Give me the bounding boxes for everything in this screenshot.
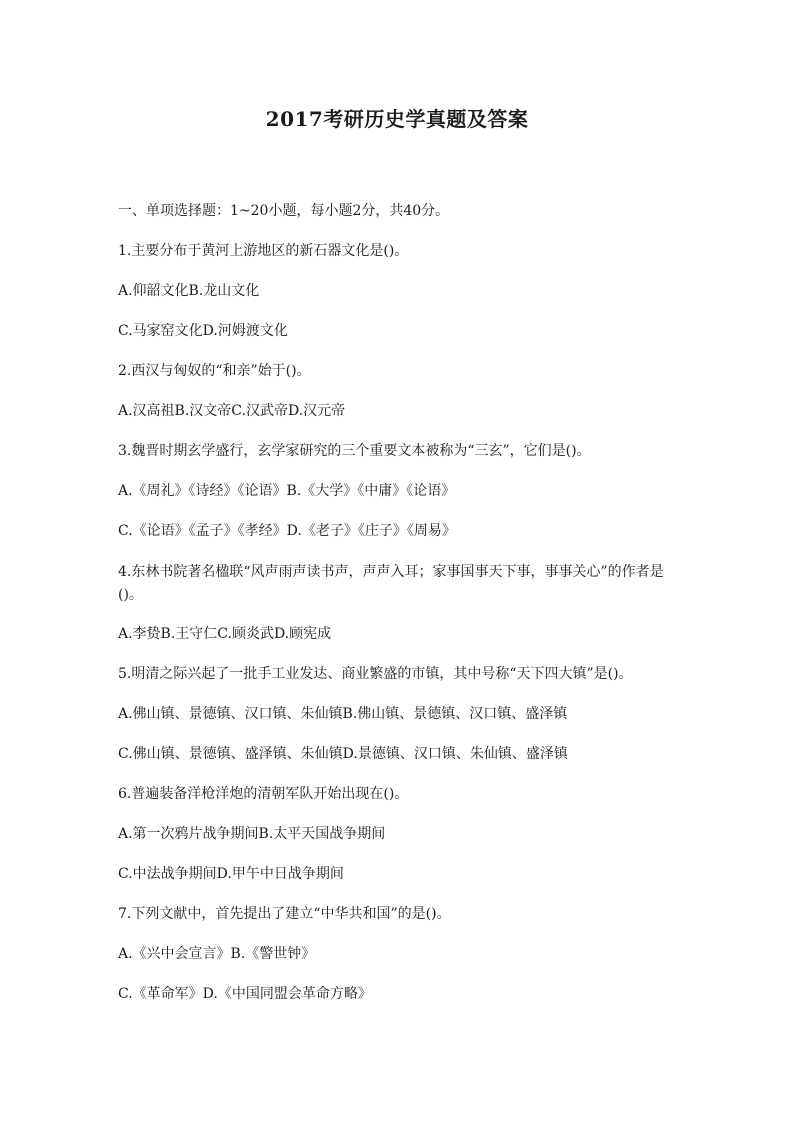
question-options: A.《周礼》《诗经》《论语》B.《大学》《中庸》《论语》 <box>118 483 456 499</box>
question-options: A.仰韶文化B.龙山文化 <box>118 283 260 299</box>
question-stem: 6.普遍装备洋枪洋炮的清朝军队开始出现在()。 <box>118 786 409 802</box>
question-2 <box>118 361 676 441</box>
question-7 <box>118 904 676 1024</box>
question-options: C.《革命军》D.《中国同盟会革命方略》 <box>118 986 372 1002</box>
question-4 <box>118 561 676 664</box>
question-1 <box>118 241 676 361</box>
question-options: A.第一次鸦片战争期间B.太平天国战争期间 <box>118 826 386 842</box>
question-options: A.李贽B.王守仁C.顾炎武D.顾宪成 <box>118 626 332 642</box>
question-options: C.马家窑文化D.河姆渡文化 <box>118 323 288 339</box>
question-options: A.佛山镇、景德镇、汉口镇、朱仙镇B.佛山镇、景德镇、汉口镇、盛泽镇 <box>118 706 568 722</box>
document-body <box>118 201 676 1024</box>
document-title: 2017考研历史学真题及答案 <box>265 107 529 131</box>
question-stem: 3.魏晋时期玄学盛行，玄学家研究的三个重要文本被称为“三玄”，它们是()。 <box>118 443 591 459</box>
question-options: A.《兴中会宣言》B.《警世钟》 <box>118 946 316 962</box>
question-options: C.中法战争期间D.甲午中日战争期间 <box>118 866 344 882</box>
question-stem: 5.明清之际兴起了一批手工业发达、商业繁盛的市镇，其中号称“天下四大镇”是()。 <box>118 666 633 682</box>
question-5 <box>118 664 676 784</box>
question-6 <box>118 784 676 904</box>
question-options: C.佛山镇、景德镇、盛泽镇、朱仙镇D.景德镇、汉口镇、朱仙镇、盛泽镇 <box>118 746 568 762</box>
section-heading: 一、单项选择题：1~20小题，每小题2分，共40分。 <box>118 203 450 219</box>
question-stem: 7.下列文献中，首先提出了建立“中华共和国”的是()。 <box>118 906 451 922</box>
question-stem: 1.主要分布于黄河上游地区的新石器文化是()。 <box>118 243 409 259</box>
question-stem: 4.东林书院著名楹联“风声雨声读书声，声声入耳；家事国事天下事，事事关心”的作者是()。 <box>118 564 664 603</box>
question-stem: 2.西汉与匈奴的“和亲”始于()。 <box>118 363 311 379</box>
question-options: A.汉高祖B.汉文帝C.汉武帝D.汉元帝 <box>118 403 346 419</box>
question-options: C.《论语》《孟子》《孝经》D.《老子》《庄子》《周易》 <box>118 523 456 539</box>
question-3 <box>118 441 676 561</box>
